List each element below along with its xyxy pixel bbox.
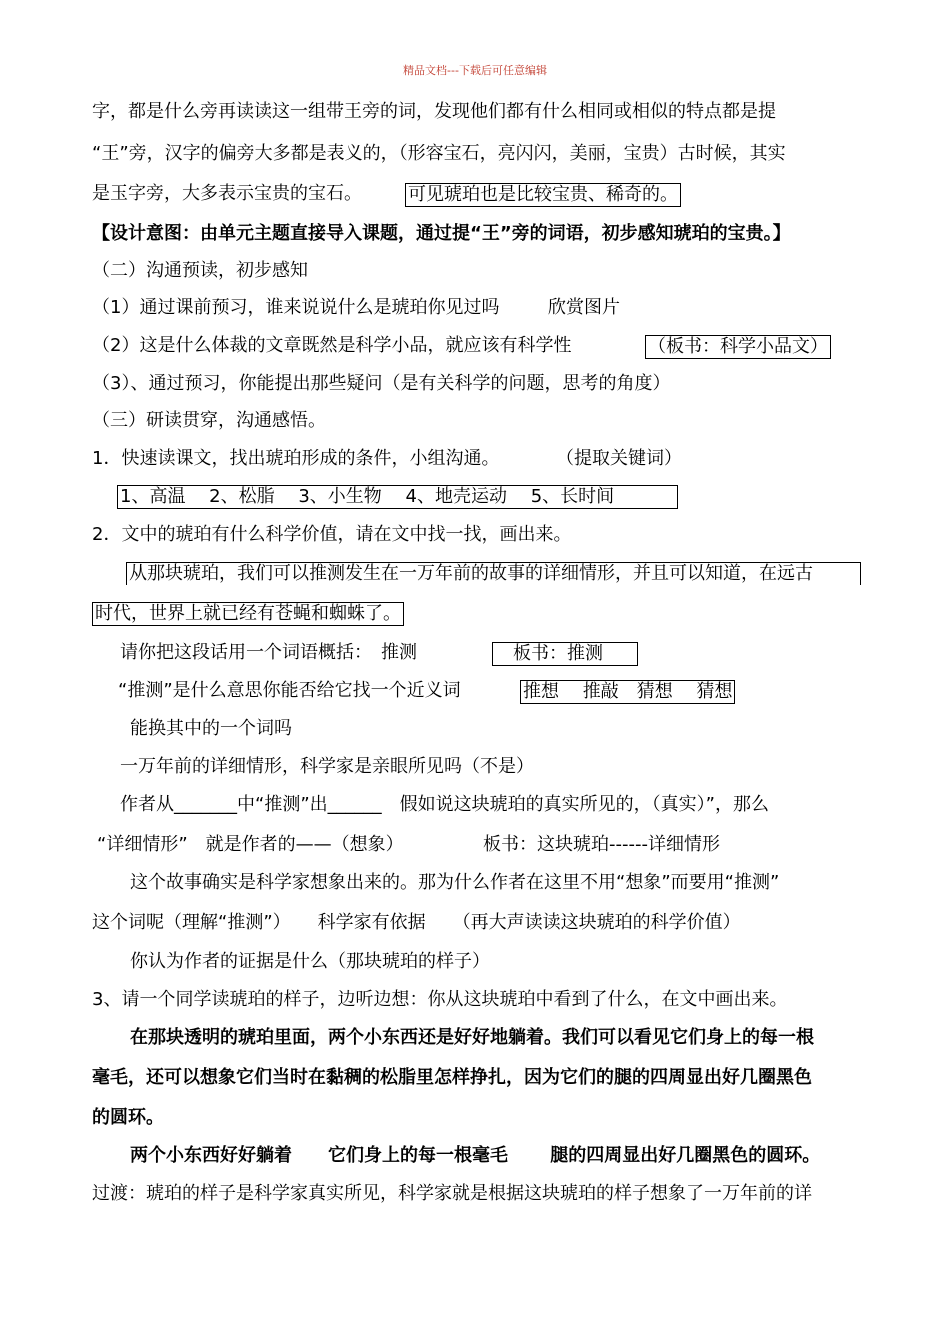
text-line: “推测”是什么意思你能否给它找一个近义词 — [118, 680, 461, 701]
bold-quote: 毫毛，还可以想象它们当时在黏稠的松脂里怎样挣扎，因为它们的腿的四周显出好几圈黑色 — [92, 1067, 812, 1088]
text-line: 字，都是什么旁再读读这一组带王旁的词，发现他们都有什么相同或相似的特点都是提 — [92, 101, 776, 122]
bold-quote: 在那块透明的琥珀里面，两个小东西还是好好地躺着。我们可以看见它们身上的每一根 — [130, 1027, 814, 1048]
text-line: （3）、通过预习，你能提出那些疑问（是有关科学的问题，思考的角度） — [92, 373, 671, 394]
design-intent: 【设计意图：由单元主题直接导入课题，通过提“王”旁的词语，初步感知琥珀的宝贵。】 — [92, 223, 791, 244]
page-header: 精品文档---下载后可任意编辑 — [403, 64, 547, 77]
quote-box-bottom: 时代，世界上就已经有苍蝇和蜘蛛了。 — [92, 602, 404, 626]
bold-quote: 的圆环。 — [92, 1107, 164, 1128]
text-line: 这个故事确实是科学家想象出来的。那为什么作者在这里不用“想象”而要用“推测” — [130, 872, 780, 893]
quote-box-top: 从那块琥珀，我们可以推测发生在一万年前的故事的详细情形，并且可以知道，在远古 — [126, 562, 861, 585]
text-line: （2）这是什么体裁的文章既然是科学小品，就应该有科学性 — [92, 335, 572, 356]
board-note: 板书：推测 — [492, 642, 638, 666]
text-line: 是玉字旁，大多表示宝贵的宝石。 — [92, 183, 362, 204]
text-line: （1）通过课前预习，谁来说说什么是琥珀你见过吗 — [92, 297, 500, 318]
text-line: “详细情形” 就是作者的——（想象） — [97, 834, 404, 855]
conditions-box: 1、高温 2、松脂 3、小生物 4、地壳运动 5、长时间 — [117, 485, 678, 509]
text-line: 过渡：琥珀的样子是科学家真实所见，科学家就是根据这块琥珀的样子想象了一万年前的详 — [92, 1183, 812, 1204]
bold-summary: 两个小东西好好躺着 它们身上的每一根毫毛 腿的四周显出好几圈黑色的圆环。 — [130, 1145, 821, 1166]
text-line: “王”旁，汉字的偏旁大多都是表义的，（形容宝石，亮闪闪，美丽，宝贵）古时候，其实 — [92, 143, 786, 164]
text-line: 能换其中的一个词吗 — [130, 718, 292, 739]
section-heading: （二）沟通预读，初步感知 — [92, 260, 308, 281]
text-line: 欣赏图片 — [548, 297, 620, 318]
text-line: 你认为作者的证据是什么（那块琥珀的样子） — [130, 951, 490, 972]
text-line: 1．快速读课文，找出琥珀形成的条件，小组沟通。 — [92, 448, 500, 469]
text-line: 请你把这段话用一个词语概括： 推测 — [120, 642, 417, 663]
board-note: 板书：这块琥珀------详细情形 — [483, 834, 720, 855]
text-line: 3、请一个同学读琥珀的样子，边听边想：你从这块琥珀中看到了什么，在文中画出来。 — [92, 989, 788, 1010]
text-line: 一万年前的详细情形，科学家是亲眼所见吗（不是） — [120, 756, 534, 777]
boxed-note: 可见琥珀也是比较宝贵、稀奇的。 — [405, 183, 681, 207]
text-line: 2．文中的琥珀有什么科学价值，请在文中找一找，画出来。 — [92, 524, 572, 545]
section-heading: （三）研读贯穿，沟通感悟。 — [92, 410, 326, 431]
synonyms-box: 推想 推敲 猜想 猜想 — [520, 680, 735, 704]
board-note: （板书：科学小品文） — [645, 335, 831, 359]
text-line: 这个词呢（理解“推测”） 科学家有依据 （再大声读读这块琥珀的科学价值） — [92, 912, 741, 933]
text-line: 作者从_______中“推测”出______ 假如说这块琥珀的真实所见的，（真实）”，那么 — [120, 794, 769, 815]
text-line: （提取关键词） — [556, 448, 682, 469]
